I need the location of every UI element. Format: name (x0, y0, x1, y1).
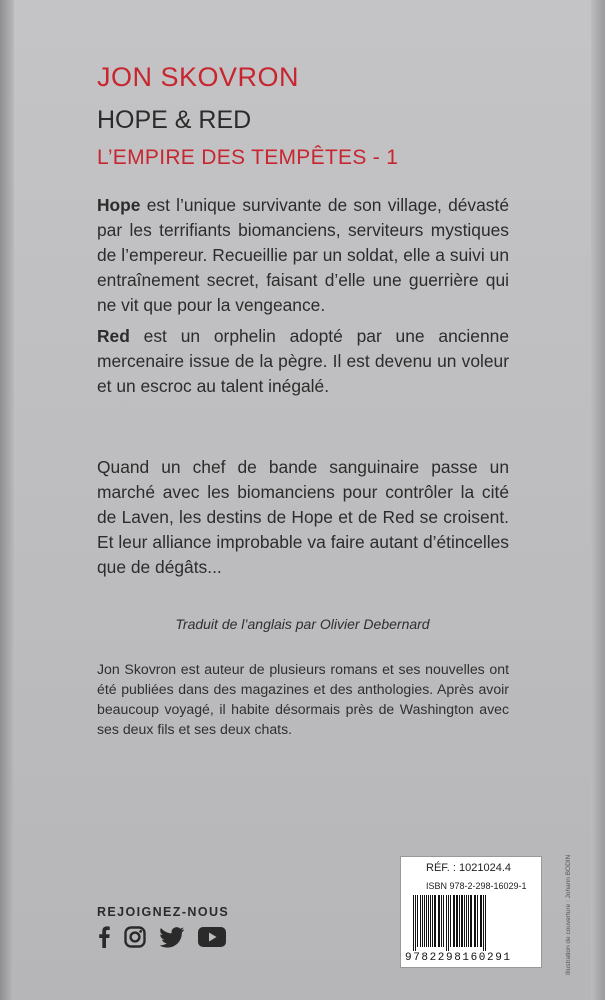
youtube-icon[interactable] (198, 927, 226, 947)
facebook-icon[interactable] (97, 926, 111, 948)
synopsis-paragraph-plot (97, 455, 509, 580)
barcode-digits (405, 952, 537, 964)
barcode-bar (434, 895, 436, 947)
series-title: L’EMPIRE DES TEMPÊTES - 1 (97, 146, 399, 169)
barcode-bar (464, 895, 465, 947)
barcode-bar (443, 895, 444, 947)
reference-number: RÉF. : 1021024.4 (426, 862, 512, 874)
barcode-bar (438, 895, 440, 947)
barcode-bar (446, 895, 447, 951)
barcode-label (400, 856, 542, 968)
barcode-bar (453, 895, 455, 947)
barcode-bar (428, 895, 429, 947)
barcode-bar (415, 895, 416, 951)
barcode-bar (474, 895, 476, 947)
barcode-bar (483, 895, 484, 951)
synopsis-text-red: est un orphelin adopté par une ancienne mercenaire issue de la pègre. Il est devenu un voleur et un escroc au talent inégalé. (97, 326, 509, 396)
barcode-bar (485, 895, 486, 951)
barcode-bar (470, 895, 472, 947)
barcode-bar (480, 895, 482, 947)
illustration-credit: Illustration de couverture : Johann BODIN (565, 854, 572, 975)
synopsis-lead-hope: Hope (97, 195, 141, 215)
barcode-bar (430, 895, 431, 947)
barcode-bar (441, 895, 442, 947)
cover-left-edge (0, 0, 14, 1000)
barcode-bar (413, 895, 414, 951)
barcode-bar (420, 895, 421, 947)
synopsis-paragraph-red (97, 324, 509, 399)
barcode-bars (413, 895, 531, 951)
social-icons (97, 926, 226, 948)
instagram-icon[interactable] (124, 926, 146, 948)
twitter-icon[interactable] (159, 927, 185, 948)
barcode-bar (448, 895, 449, 951)
barcode-bar (461, 895, 463, 947)
synopsis-paragraph-hope (97, 193, 509, 318)
synopsis-text-hope: est l’unique survivante de son village, dévasté par les terrifiants biomanciens, serviteurs mystiques de l’empereur. Recueillie par un soldat, elle a suivi un entraînement secret, faisant d’elle une guerrière qui ne vit que pour la vengeance. (97, 195, 509, 315)
synopsis-text-plot: Quand un chef de bande sanguinaire passe un marché avec les biomanciens pour contrôler la cité de Laven, les destins de Hope et de Red se croisent. Et leur alliance improbable va faire autant d’étincelles que de dégâts... (97, 457, 509, 577)
barcode-bar (426, 895, 427, 947)
join-us-label: REJOIGNEZ-NOUS (97, 905, 230, 919)
barcode-bar (417, 895, 418, 947)
barcode-bar (422, 895, 423, 947)
barcode-bar (432, 895, 433, 947)
synopsis-lead-red: Red (97, 326, 130, 346)
barcode-bar (456, 895, 458, 947)
barcode-bar (424, 895, 425, 947)
author-bio: Jon Skovron est auteur de plusieurs romans et ses nouvelles ont été publiées dans des magazines et des anthologies. Après avoir beaucoup voyagé, il habite désormais près de Washington avec ses deux fils et ses deux chats. (97, 661, 509, 737)
barcode-bar (459, 895, 460, 947)
barcode-bar (466, 895, 467, 947)
cover-right-edge (591, 0, 605, 1000)
translator-credit: Traduit de l’anglais par Olivier Debernard (175, 616, 430, 632)
barcode-bar (468, 895, 469, 947)
book-title: HOPE & RED (97, 106, 252, 134)
barcode-bar (477, 895, 478, 947)
isbn-number: ISBN 978-2-298-16029-1 (426, 881, 527, 891)
barcode-digits-text: 9782298160291 (405, 952, 512, 964)
author-name: JON SKOVRON (97, 62, 300, 92)
barcode-bar (450, 895, 451, 947)
